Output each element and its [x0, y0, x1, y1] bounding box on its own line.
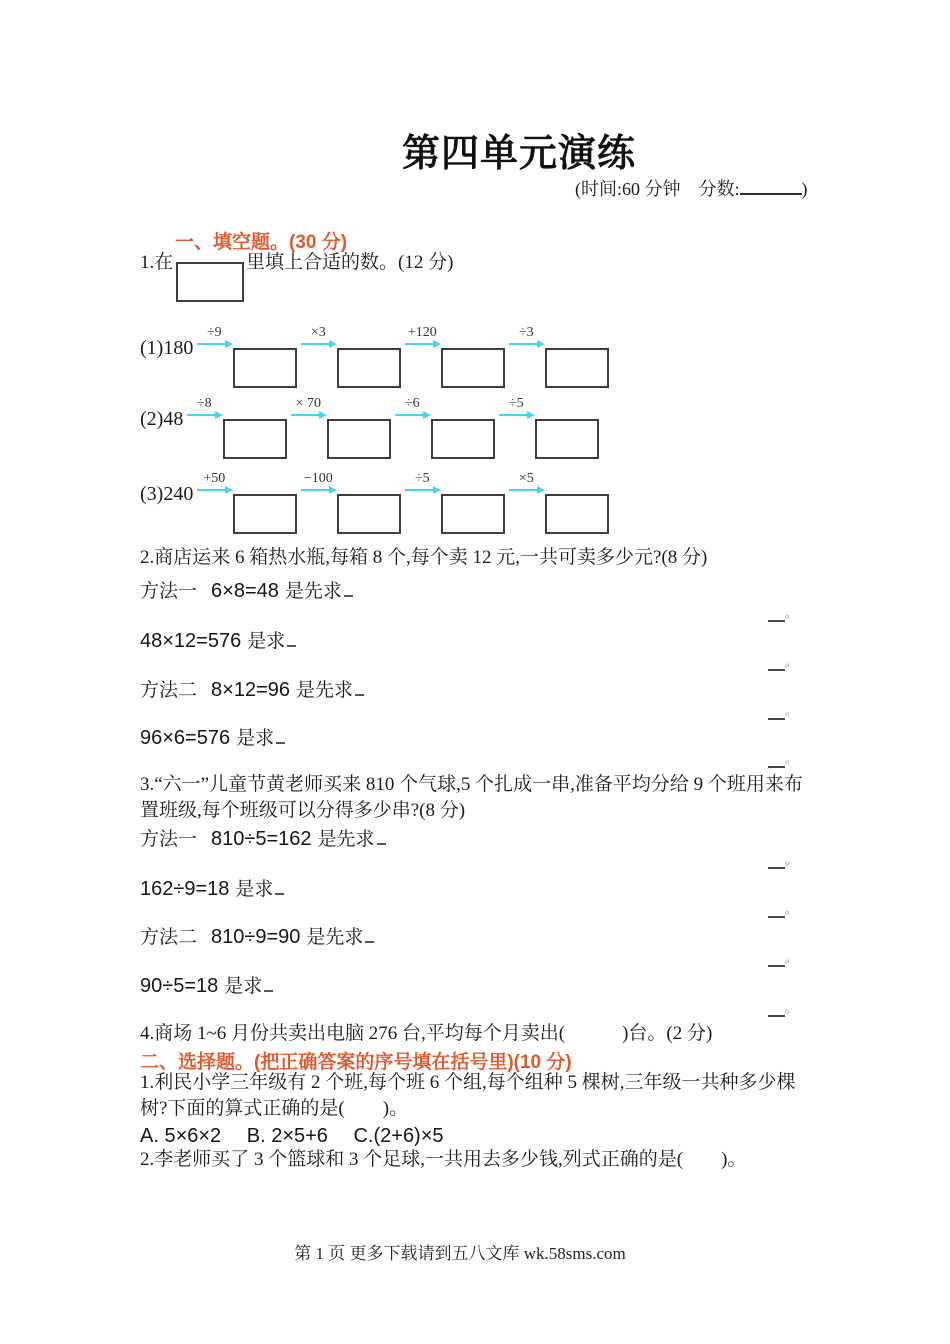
answer-box [233, 348, 297, 388]
answer-box [535, 419, 599, 459]
mini-underscore [275, 877, 284, 895]
answer-box [337, 348, 401, 388]
answer-box [233, 494, 297, 534]
period-mark: 。 [785, 951, 798, 965]
time-score-close: ) [801, 179, 808, 199]
arrow-icon [301, 489, 335, 491]
operation-label: ×5 [518, 471, 534, 486]
arrow-icon [509, 343, 543, 345]
period-mark: 。 [785, 606, 798, 620]
method-suffix: 是求 [235, 879, 274, 900]
page-title: 第四单元演练 [401, 133, 636, 175]
question-3-text: 3.“六一”儿童节黄老师买来 810 个气球,5 个扎成一串,准备平均分给 9 个班用来布置班级,每个班级可以分得多少串?(8 分) [140, 774, 803, 821]
method-line [140, 922, 374, 949]
blank-underline [768, 756, 785, 768]
s2-question-1-text: 1.利民小学三年级有 2 个班,每个班 6 个组,每个组种 5 棵树,三年级一共种多少棵树?下面的算式正确的是( )。 [140, 1072, 796, 1119]
method-line [140, 874, 284, 901]
q1-answer-box [176, 262, 244, 302]
answer-box [337, 494, 401, 534]
answer-box [545, 494, 609, 534]
operation-label: ÷3 [518, 325, 534, 340]
answer-box [545, 348, 609, 388]
blank-underline [768, 1005, 785, 1017]
method-suffix: 是先求 [296, 680, 354, 701]
mini-underscore [287, 629, 296, 647]
blank-underline [768, 857, 785, 869]
operation-arrow [403, 325, 441, 345]
q1-text-after: 里填上合适的数。(12 分) [246, 252, 454, 273]
mini-underscore [377, 827, 386, 845]
q1-text-before: 1.在 [140, 252, 174, 273]
section-1-heading: 一、填空题。(30 分) [175, 232, 348, 253]
blank-underline [768, 659, 785, 671]
arrow-icon [499, 414, 533, 416]
operation-arrow [195, 471, 233, 491]
operation-label: ÷5 [414, 471, 430, 486]
number-chain-3 [140, 471, 609, 534]
operation-step [507, 471, 609, 534]
operation-step [393, 396, 495, 459]
operation-arrow [289, 396, 327, 416]
answer-blank-line [768, 1001, 798, 1022]
method-suffix: 是先求 [317, 829, 375, 850]
arrow-icon [197, 489, 231, 491]
method-line [140, 626, 296, 653]
mini-underscore [276, 726, 285, 744]
period-mark: 。 [785, 853, 798, 867]
method-label: 方法一 [140, 581, 198, 602]
operation-arrow [507, 471, 545, 491]
answer-blank-line [768, 704, 798, 725]
operation-label: × 70 [295, 396, 322, 411]
chain-start-label: (3)240 [140, 483, 194, 505]
operation-step [289, 396, 391, 459]
arrow-icon [197, 343, 231, 345]
equation: 810÷9=90 [211, 926, 301, 948]
question-2-text: 2.商店运来 6 箱热水瓶,每箱 8 个,每个卖 12 元,一共可卖多少元?(8 分) [140, 547, 708, 568]
answer-box [441, 348, 505, 388]
operation-step [403, 325, 505, 388]
operation-arrow [393, 396, 431, 416]
equation: 8×12=96 [211, 679, 290, 701]
method-label: 方法二 [140, 927, 198, 948]
operation-step [403, 471, 505, 534]
operation-label: ÷9 [206, 325, 222, 340]
method-line [140, 971, 273, 998]
s2-question-1-options: A. 5×6×2 B. 2×5+6 C.(2+6)×5 [140, 1125, 444, 1147]
page-footer: 第 1 页 更多下载请到五八文库 wk.58sms.com [294, 1244, 626, 1263]
method-suffix: 是先求 [306, 927, 364, 948]
s2-question-2-text: 2.李老师买了 3 个篮球和 3 个足球,一共用去多少钱,列式正确的是( )。 [140, 1149, 747, 1170]
arrow-icon [291, 414, 325, 416]
arrow-icon [509, 489, 543, 491]
mini-underscore [264, 974, 273, 992]
answer-box [431, 419, 495, 459]
operation-arrow [185, 396, 223, 416]
mini-underscore [344, 579, 353, 597]
operation-arrow [299, 325, 337, 345]
equation: 96×6=576 [140, 727, 231, 749]
method-line [140, 824, 386, 851]
time-score-line [575, 175, 808, 201]
operation-label: ÷8 [196, 396, 212, 411]
period-mark: 。 [785, 752, 798, 766]
answer-blank-line [768, 951, 798, 972]
equation: 48×12=576 [140, 630, 242, 652]
operation-label: ÷5 [508, 396, 524, 411]
operation-step [195, 471, 297, 534]
operation-step [195, 325, 297, 388]
operation-step [185, 396, 287, 459]
operation-arrow [299, 471, 337, 491]
mini-underscore [365, 925, 374, 943]
answer-blank-line [768, 853, 798, 874]
method-label: 方法二 [140, 680, 198, 701]
method-suffix: 是求 [224, 976, 263, 997]
section-2-heading: 二、选择题。(把正确答案的序号填在括号里)(10 分) [140, 1052, 572, 1073]
arrow-icon [187, 414, 221, 416]
answer-blank-line [768, 606, 798, 627]
operation-label: +120 [407, 325, 437, 340]
method-line [140, 723, 285, 750]
chain-start-label: (2)48 [140, 408, 184, 430]
answer-box [223, 419, 287, 459]
blank-underline [768, 906, 785, 918]
equation: 162÷9=18 [140, 878, 230, 900]
arrow-icon [405, 489, 439, 491]
arrow-icon [395, 414, 429, 416]
question-4-text: 4.商场 1~6 月份共卖出电脑 276 台,平均每个月卖出( )台。(2 分) [140, 1023, 713, 1044]
answer-box [441, 494, 505, 534]
equation: 810÷5=162 [211, 828, 312, 850]
method-suffix: 是求 [247, 631, 286, 652]
operation-label: ×3 [310, 325, 326, 340]
operation-arrow [403, 471, 441, 491]
number-chain-2 [140, 396, 599, 459]
operation-label: −100 [303, 471, 333, 486]
score-blank-line [740, 177, 802, 195]
answer-blank-line [768, 655, 798, 676]
period-mark: 。 [785, 655, 798, 669]
operation-arrow [507, 325, 545, 345]
equation: 6×8=48 [211, 580, 279, 602]
method-line [140, 675, 364, 702]
equation: 90÷5=18 [140, 975, 219, 997]
arrow-icon [301, 343, 335, 345]
operation-arrow [497, 396, 535, 416]
answer-box [327, 419, 391, 459]
method-suffix: 是求 [236, 728, 275, 749]
blank-underline [768, 610, 785, 622]
mini-underscore [355, 678, 364, 696]
operation-step [497, 396, 599, 459]
method-label: 方法一 [140, 829, 198, 850]
period-mark: 。 [785, 704, 798, 718]
operation-arrow [195, 325, 233, 345]
period-mark: 。 [785, 902, 798, 916]
answer-blank-line [768, 752, 798, 773]
operation-step [299, 325, 401, 388]
period-mark: 。 [785, 1001, 798, 1015]
operation-step [507, 325, 609, 388]
time-score-text: (时间:60 分钟 分数: [575, 179, 740, 199]
operation-label: ÷6 [404, 396, 420, 411]
operation-label: +50 [203, 471, 226, 486]
chain-start-label: (1)180 [140, 337, 194, 359]
method-suffix: 是先求 [284, 581, 342, 602]
operation-step [299, 471, 401, 534]
blank-underline [768, 955, 785, 967]
blank-underline [768, 708, 785, 720]
arrow-icon [405, 343, 439, 345]
number-chain-1 [140, 325, 609, 388]
answer-blank-line [768, 902, 798, 923]
method-line [140, 576, 353, 603]
